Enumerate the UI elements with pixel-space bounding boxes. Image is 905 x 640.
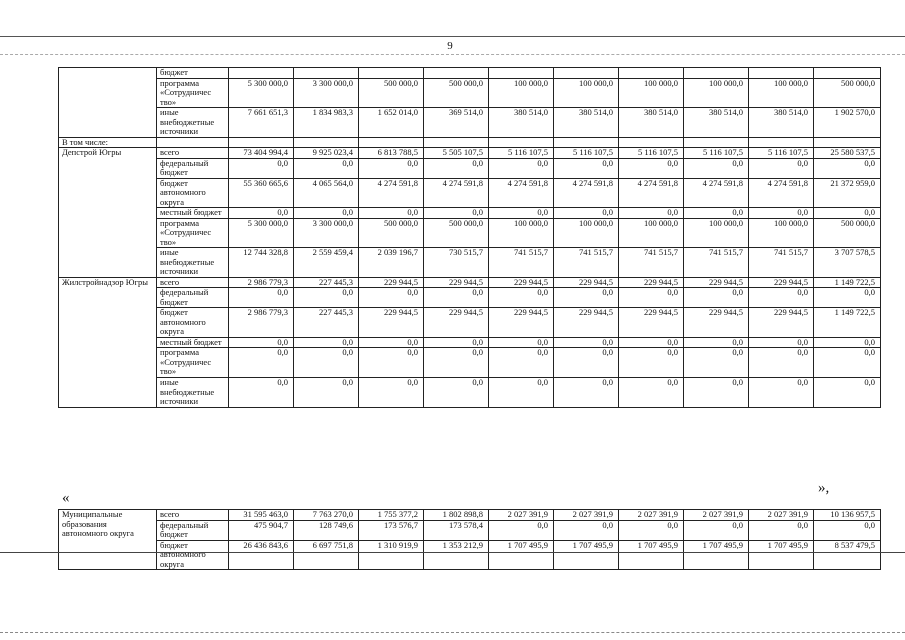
value-cell: 1 149 722,5: [814, 277, 881, 288]
value-cell: 5 116 107,5: [619, 148, 684, 159]
value-cell: 0,0: [814, 337, 881, 348]
value-cell: 0,0: [619, 520, 684, 540]
value-cell: 229 944,5: [749, 277, 814, 288]
value-cell: 100 000,0: [489, 78, 554, 108]
value-cell: [554, 68, 619, 79]
value-cell: 0,0: [554, 348, 619, 378]
value-cell: 229 944,5: [554, 277, 619, 288]
table-row: [59, 137, 881, 148]
value-cell: 0,0: [554, 158, 619, 178]
value-cell: 6 813 788,5: [359, 148, 424, 159]
value-cell: [359, 68, 424, 79]
value-cell: 229 944,5: [684, 308, 749, 338]
value-cell: 5 116 107,5: [749, 148, 814, 159]
value-cell: 229 944,5: [554, 308, 619, 338]
value-cell: 25 580 537,5: [814, 148, 881, 159]
value-cell: 380 514,0: [684, 108, 749, 138]
value-cell: 4 274 591,8: [619, 178, 684, 208]
value-cell: 173 576,7: [359, 520, 424, 540]
value-cell: 4 065 564,0: [294, 178, 359, 208]
source-label-cell: иные внебюджетные источники: [157, 377, 229, 407]
table-row: [59, 178, 881, 208]
value-cell: 100 000,0: [684, 78, 749, 108]
source-label-cell: бюджет автономного округа: [157, 178, 229, 208]
value-cell: 0,0: [684, 377, 749, 407]
table-row: [59, 510, 881, 521]
budget-table-body: [59, 68, 881, 408]
value-cell: 229 944,5: [619, 277, 684, 288]
source-label-cell: местный бюджет: [157, 337, 229, 348]
value-cell: 0,0: [489, 158, 554, 178]
value-cell: 1 707 495,9: [619, 540, 684, 570]
value-cell: [294, 137, 359, 148]
value-cell: 0,0: [489, 377, 554, 407]
value-cell: 73 404 994,4: [229, 148, 294, 159]
value-cell: 369 514,0: [424, 108, 489, 138]
value-cell: 100 000,0: [619, 218, 684, 248]
value-cell: 4 274 591,8: [489, 178, 554, 208]
source-label-cell: бюджет: [157, 68, 229, 79]
value-cell: [489, 68, 554, 79]
value-cell: 100 000,0: [554, 78, 619, 108]
source-label-cell: федеральный бюджет: [157, 158, 229, 178]
value-cell: 0,0: [814, 158, 881, 178]
value-cell: 0,0: [814, 288, 881, 308]
value-cell: 500 000,0: [424, 78, 489, 108]
table-row: [59, 148, 881, 159]
value-cell: 0,0: [229, 348, 294, 378]
value-cell: 100 000,0: [489, 218, 554, 248]
table-row: [59, 277, 881, 288]
value-cell: 730 515,7: [424, 248, 489, 278]
source-label-cell: бюджет автономного округа: [157, 540, 229, 570]
value-cell: 500 000,0: [814, 78, 881, 108]
value-cell: 0,0: [489, 348, 554, 378]
value-cell: 100 000,0: [684, 218, 749, 248]
value-cell: 227 445,3: [294, 308, 359, 338]
value-cell: 0,0: [814, 377, 881, 407]
table-row: [59, 540, 881, 570]
value-cell: 1 353 212,9: [424, 540, 489, 570]
value-cell: 0,0: [424, 337, 489, 348]
value-cell: [359, 137, 424, 148]
value-cell: 2 559 459,4: [294, 248, 359, 278]
value-cell: 9 925 023,4: [294, 148, 359, 159]
value-cell: 4 274 591,8: [554, 178, 619, 208]
value-cell: [619, 68, 684, 79]
header-dashed-rule: [0, 54, 905, 55]
value-cell: 0,0: [359, 208, 424, 219]
value-cell: 2 027 391,9: [489, 510, 554, 521]
value-cell: 5 116 107,5: [489, 148, 554, 159]
table-row: [59, 520, 881, 540]
value-cell: 0,0: [229, 288, 294, 308]
value-cell: [684, 68, 749, 79]
value-cell: 229 944,5: [684, 277, 749, 288]
value-cell: 229 944,5: [489, 277, 554, 288]
value-cell: 0,0: [749, 288, 814, 308]
municipal-table-body: [59, 510, 881, 570]
value-cell: 4 274 591,8: [359, 178, 424, 208]
municipal-table: [58, 509, 881, 570]
value-cell: 0,0: [619, 208, 684, 219]
value-cell: 0,0: [554, 208, 619, 219]
value-cell: 229 944,5: [424, 308, 489, 338]
value-cell: 100 000,0: [554, 218, 619, 248]
source-label-cell: бюджет автономного округа: [157, 308, 229, 338]
value-cell: 5 116 107,5: [554, 148, 619, 159]
value-cell: [814, 137, 881, 148]
value-cell: 3 300 000,0: [294, 78, 359, 108]
value-cell: 5 116 107,5: [684, 148, 749, 159]
table-row: [59, 308, 881, 338]
value-cell: 0,0: [684, 288, 749, 308]
value-cell: 0,0: [229, 337, 294, 348]
source-label-cell: программа «Сотрудничес тво»: [157, 218, 229, 248]
value-cell: 2 027 391,9: [749, 510, 814, 521]
value-cell: 1 310 919,9: [359, 540, 424, 570]
value-cell: 741 515,7: [749, 248, 814, 278]
value-cell: 229 944,5: [424, 277, 489, 288]
value-cell: [229, 137, 294, 148]
value-cell: 0,0: [684, 208, 749, 219]
value-cell: 1 707 495,9: [489, 540, 554, 570]
source-label-cell: [157, 137, 229, 148]
source-label-cell: федеральный бюджет: [157, 288, 229, 308]
value-cell: [229, 68, 294, 79]
value-cell: 5 300 000,0: [229, 78, 294, 108]
value-cell: 0,0: [684, 520, 749, 540]
value-cell: 5 505 107,5: [424, 148, 489, 159]
value-cell: 7 763 270,0: [294, 510, 359, 521]
table-row: [59, 348, 881, 378]
value-cell: 2 986 779,3: [229, 277, 294, 288]
value-cell: 229 944,5: [619, 308, 684, 338]
value-cell: 500 000,0: [359, 78, 424, 108]
source-label-cell: федеральный бюджет: [157, 520, 229, 540]
value-cell: 0,0: [619, 158, 684, 178]
source-label-cell: всего: [157, 510, 229, 521]
header-rule: [0, 36, 905, 37]
value-cell: 31 595 463,0: [229, 510, 294, 521]
value-cell: 0,0: [749, 348, 814, 378]
value-cell: 0,0: [229, 208, 294, 219]
entity-cell: Депстрой Югры: [59, 148, 157, 278]
scan-fold-line: [0, 552, 905, 553]
value-cell: 380 514,0: [749, 108, 814, 138]
value-cell: [489, 137, 554, 148]
value-cell: 0,0: [294, 348, 359, 378]
value-cell: 173 578,4: [424, 520, 489, 540]
value-cell: 0,0: [359, 377, 424, 407]
value-cell: 0,0: [554, 337, 619, 348]
value-cell: 1 707 495,9: [749, 540, 814, 570]
value-cell: 741 515,7: [554, 248, 619, 278]
value-cell: 0,0: [359, 337, 424, 348]
entity-cell: [59, 68, 157, 138]
value-cell: 8 537 479,5: [814, 540, 881, 570]
value-cell: 380 514,0: [619, 108, 684, 138]
value-cell: [294, 68, 359, 79]
value-cell: 0,0: [424, 377, 489, 407]
value-cell: [619, 137, 684, 148]
value-cell: 0,0: [489, 288, 554, 308]
value-cell: 2 986 779,3: [229, 308, 294, 338]
value-cell: 0,0: [749, 377, 814, 407]
table-row: [59, 337, 881, 348]
source-label-cell: иные внебюджетные источники: [157, 248, 229, 278]
page-number: 9: [447, 40, 453, 52]
value-cell: 10 136 957,5: [814, 510, 881, 521]
value-cell: 0,0: [619, 337, 684, 348]
value-cell: 2 027 391,9: [619, 510, 684, 521]
source-label-cell: всего: [157, 148, 229, 159]
value-cell: [749, 68, 814, 79]
table-row: [59, 248, 881, 278]
value-cell: 500 000,0: [814, 218, 881, 248]
value-cell: 0,0: [294, 158, 359, 178]
value-cell: 227 445,3: [294, 277, 359, 288]
value-cell: 0,0: [749, 208, 814, 219]
source-label-cell: местный бюджет: [157, 208, 229, 219]
value-cell: 1 149 722,5: [814, 308, 881, 338]
value-cell: 0,0: [489, 337, 554, 348]
value-cell: [749, 137, 814, 148]
value-cell: [424, 137, 489, 148]
value-cell: 1 902 570,0: [814, 108, 881, 138]
value-cell: 380 514,0: [554, 108, 619, 138]
value-cell: [554, 137, 619, 148]
value-cell: 3 707 578,5: [814, 248, 881, 278]
value-cell: 1 707 495,9: [554, 540, 619, 570]
value-cell: 0,0: [814, 520, 881, 540]
value-cell: [424, 68, 489, 79]
value-cell: 1 802 898,8: [424, 510, 489, 521]
value-cell: 229 944,5: [749, 308, 814, 338]
source-label-cell: программа «Сотрудничес тво»: [157, 348, 229, 378]
value-cell: 100 000,0: [749, 218, 814, 248]
value-cell: 0,0: [554, 377, 619, 407]
value-cell: 0,0: [749, 520, 814, 540]
value-cell: 229 944,5: [489, 308, 554, 338]
value-cell: 2 027 391,9: [684, 510, 749, 521]
value-cell: 0,0: [684, 337, 749, 348]
entity-cell: Муниципальные образования автономного округа: [59, 510, 157, 570]
value-cell: 500 000,0: [359, 218, 424, 248]
value-cell: 3 300 000,0: [294, 218, 359, 248]
source-label-cell: иные внебюджетные источники: [157, 108, 229, 138]
value-cell: 0,0: [814, 208, 881, 219]
value-cell: 0,0: [229, 158, 294, 178]
source-label-cell: всего: [157, 277, 229, 288]
value-cell: 500 000,0: [424, 218, 489, 248]
value-cell: 0,0: [424, 288, 489, 308]
value-cell: 0,0: [359, 158, 424, 178]
value-cell: 0,0: [619, 377, 684, 407]
value-cell: 5 300 000,0: [229, 218, 294, 248]
value-cell: 4 274 591,8: [684, 178, 749, 208]
table-row: [59, 218, 881, 248]
value-cell: 0,0: [359, 288, 424, 308]
value-cell: 0,0: [294, 208, 359, 219]
value-cell: 380 514,0: [489, 108, 554, 138]
value-cell: 0,0: [684, 348, 749, 378]
value-cell: 100 000,0: [619, 78, 684, 108]
table-row: [59, 288, 881, 308]
value-cell: 0,0: [489, 520, 554, 540]
value-cell: 7 661 651,3: [229, 108, 294, 138]
value-cell: [684, 137, 749, 148]
value-cell: 26 436 843,6: [229, 540, 294, 570]
value-cell: 4 274 591,8: [424, 178, 489, 208]
value-cell: 1 652 014,0: [359, 108, 424, 138]
value-cell: 1 834 983,3: [294, 108, 359, 138]
value-cell: 2 027 391,9: [554, 510, 619, 521]
value-cell: 0,0: [229, 377, 294, 407]
table-row: [59, 68, 881, 79]
value-cell: 0,0: [749, 158, 814, 178]
value-cell: 741 515,7: [684, 248, 749, 278]
quote-close: »,: [818, 480, 830, 496]
value-cell: 0,0: [294, 377, 359, 407]
table-row: [59, 208, 881, 219]
budget-table: [58, 67, 881, 408]
value-cell: 0,0: [424, 158, 489, 178]
value-cell: 12 744 328,8: [229, 248, 294, 278]
entity-cell: В том числе:: [59, 137, 157, 148]
value-cell: 4 274 591,8: [749, 178, 814, 208]
value-cell: 0,0: [294, 337, 359, 348]
table-row: [59, 158, 881, 178]
value-cell: 475 904,7: [229, 520, 294, 540]
value-cell: 0,0: [489, 208, 554, 219]
value-cell: 1 707 495,9: [684, 540, 749, 570]
value-cell: 229 944,5: [359, 308, 424, 338]
entity-cell: Жилстройнадзор Югры: [59, 277, 157, 407]
value-cell: 2 039 196,7: [359, 248, 424, 278]
value-cell: 0,0: [359, 348, 424, 378]
value-cell: 741 515,7: [619, 248, 684, 278]
value-cell: 6 697 751,8: [294, 540, 359, 570]
value-cell: 1 755 377,2: [359, 510, 424, 521]
value-cell: [814, 68, 881, 79]
source-label-cell: программа «Сотрудничес тво»: [157, 78, 229, 108]
table-row: [59, 377, 881, 407]
table-row: [59, 108, 881, 138]
value-cell: 0,0: [749, 337, 814, 348]
value-cell: 0,0: [619, 288, 684, 308]
value-cell: 128 749,6: [294, 520, 359, 540]
value-cell: 0,0: [554, 520, 619, 540]
value-cell: 229 944,5: [359, 277, 424, 288]
value-cell: 0,0: [424, 208, 489, 219]
value-cell: 100 000,0: [749, 78, 814, 108]
quote-open: «: [62, 490, 70, 506]
value-cell: 0,0: [294, 288, 359, 308]
value-cell: 0,0: [424, 348, 489, 378]
value-cell: 0,0: [684, 158, 749, 178]
value-cell: 0,0: [554, 288, 619, 308]
scan-bottom-edge: [0, 632, 905, 633]
value-cell: 0,0: [619, 348, 684, 378]
table-row: [59, 78, 881, 108]
value-cell: 0,0: [814, 348, 881, 378]
value-cell: 55 360 665,6: [229, 178, 294, 208]
value-cell: 21 372 959,0: [814, 178, 881, 208]
value-cell: 741 515,7: [489, 248, 554, 278]
